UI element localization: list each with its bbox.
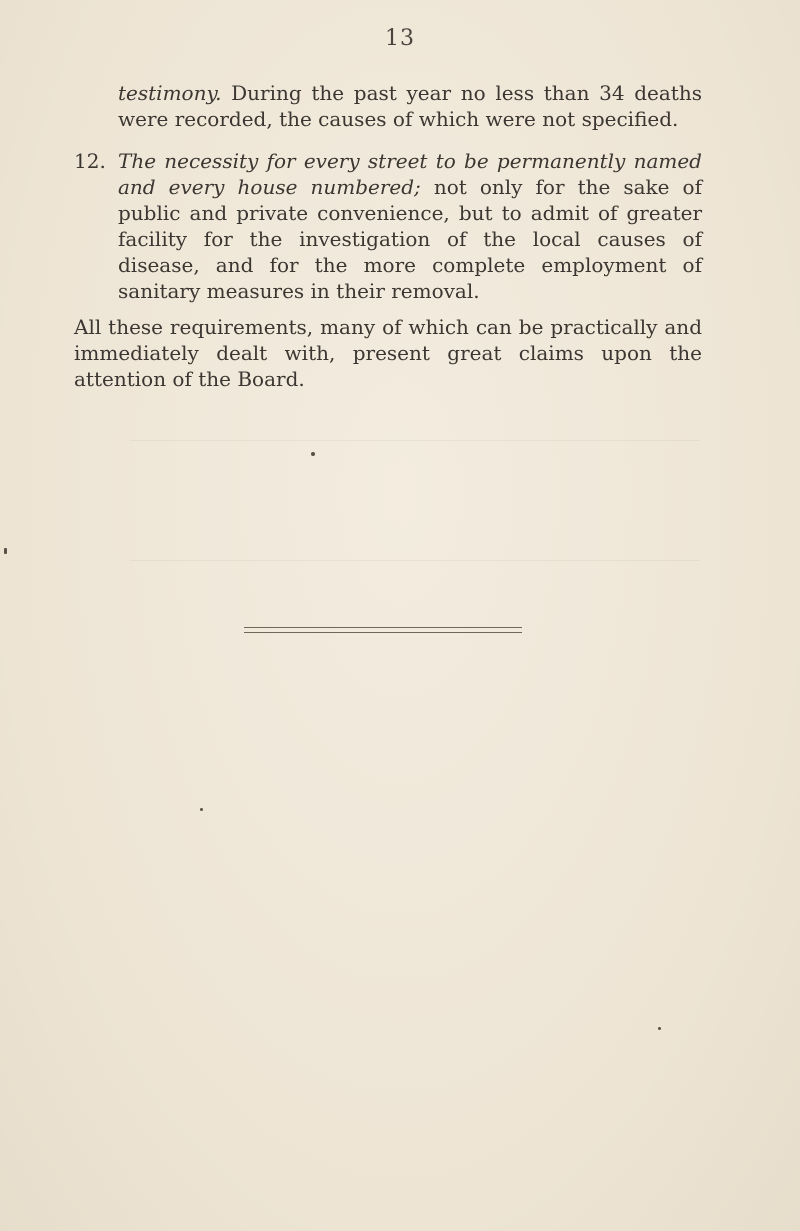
section-divider <box>244 627 522 633</box>
bleed-through-rule <box>130 560 700 561</box>
paragraph-testimony <box>118 80 702 132</box>
bleed-through-rule <box>130 440 700 441</box>
page-number: 13 <box>385 26 415 51</box>
paragraph-lead-italic: testimony. <box>118 81 222 105</box>
item-12-paragraph <box>118 148 702 304</box>
ink-speck <box>4 548 7 554</box>
item-12-italic: The necessity for every street to be permanently named and every house numbered; <box>118 149 702 199</box>
paragraph-text: During the past year no less than 34 deaths were recorded, the causes of which were not specified. <box>118 81 702 131</box>
ink-speck <box>311 452 315 456</box>
ink-speck <box>200 808 203 811</box>
closing-paragraph: All these requirements, many of which can be practically and immediately dealt with, present great claims upon the attention of the Board. <box>74 315 702 391</box>
item-number: 12. <box>74 149 106 173</box>
item-12-text: not only for the sake of public and private convenience, but to admit of greater facility for the investigation of the local causes of disease, and for the more complete employment of sanitary measures in their removal. <box>118 175 702 303</box>
ink-speck <box>658 1027 661 1030</box>
